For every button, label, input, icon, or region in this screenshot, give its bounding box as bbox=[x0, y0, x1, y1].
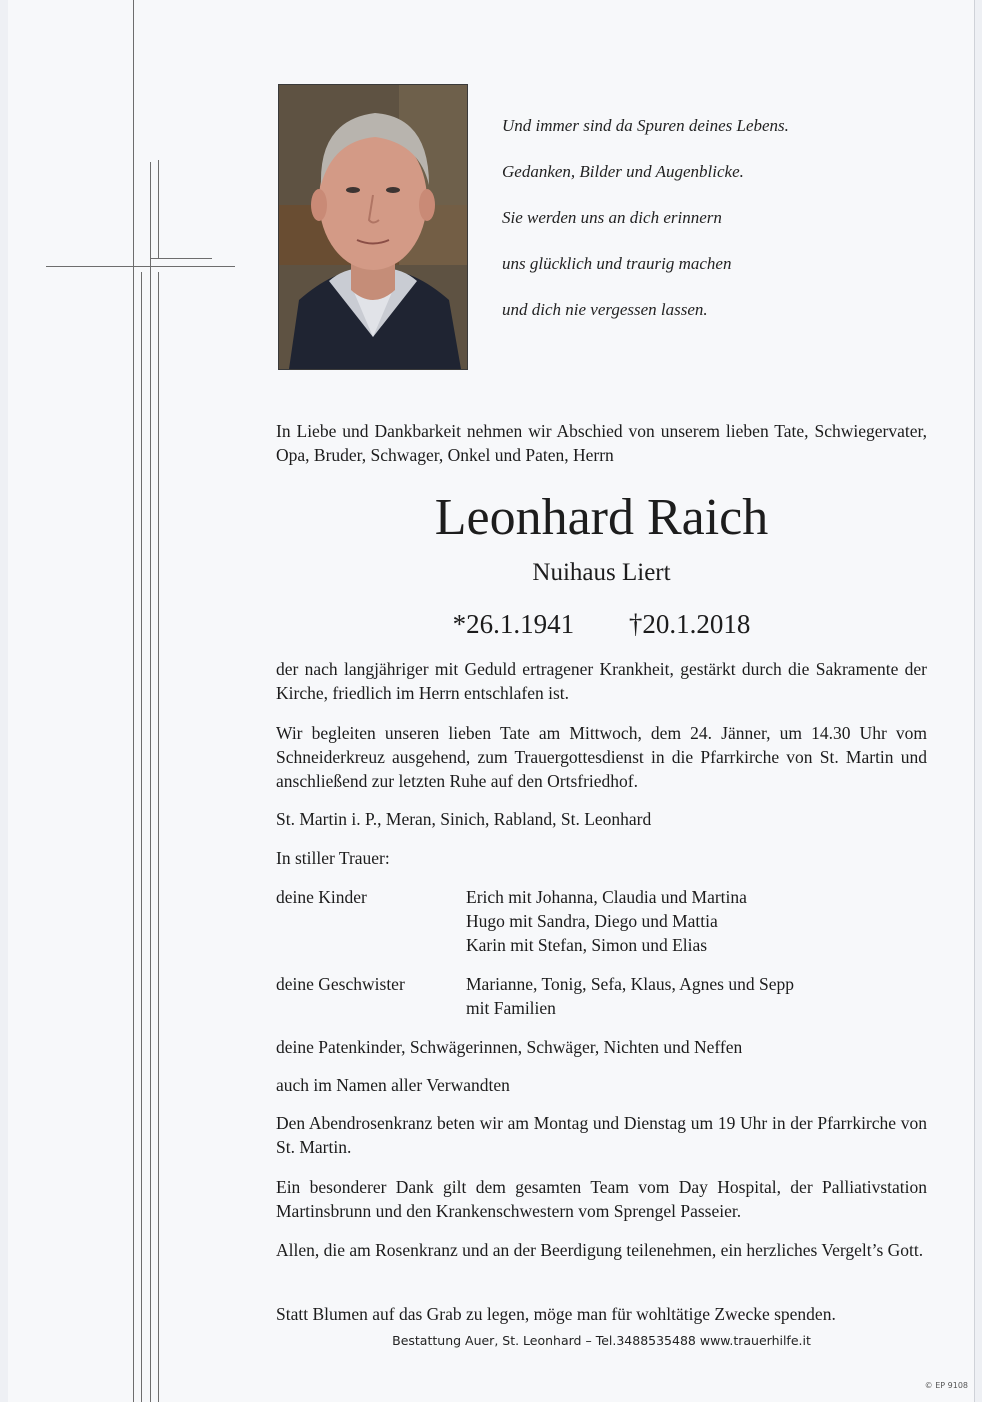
relatives-text: auch im Namen aller Verwandten bbox=[276, 1075, 510, 1095]
children-names bbox=[466, 885, 927, 957]
children-label: deine Kinder bbox=[276, 887, 367, 907]
life-dates bbox=[276, 606, 927, 642]
poem-line: uns glücklich und traurig machen bbox=[502, 254, 732, 273]
children-row bbox=[276, 885, 927, 957]
siblings-label: deine Geschwister bbox=[276, 974, 405, 994]
memorial-poem bbox=[502, 114, 882, 344]
godchildren-text: deine Patenkinder, Schwägerinnen, Schwäger, Nichten und Neffen bbox=[276, 1037, 743, 1057]
poem-line: Sie werden uns an dich erinnern bbox=[502, 208, 722, 227]
siblings-row bbox=[276, 972, 927, 1020]
children-line: Erich mit Johanna, Claudia und Martina bbox=[466, 887, 747, 907]
deceased-name: Leonhard Raich bbox=[434, 489, 769, 546]
passing-text: der nach langjähriger mit Geduld ertragener Krankheit, gestärkt durch die Sakramente der Kirche, friedlich im Herrn entschlafen ist. bbox=[276, 659, 927, 703]
siblings-line: Marianne, Tonig, Sefa, Klaus, Agnes und Sepp bbox=[466, 974, 794, 994]
deceased-nickname: Nuihaus Liert bbox=[532, 559, 671, 586]
poem-line: Gedanken, Bilder und Augenblicke. bbox=[502, 162, 744, 181]
siblings-names bbox=[466, 972, 927, 1020]
poem-line: und dich nie vergessen lassen. bbox=[502, 300, 708, 319]
children-line: Karin mit Stefan, Simon und Elias bbox=[466, 935, 708, 955]
print-code: © EP 9108 bbox=[924, 1381, 968, 1390]
funeral-text: Wir begleiten unseren lieben Tate am Mittwoch, dem 24. Jänner, um 14.30 Uhr vom Schneiderkreuz ausgehend, zum Trauergottesdienst in die Pfarrkirche von St. Martin und anschließend zur letzten Ruhe auf den Ortsfriedhof. bbox=[276, 723, 927, 791]
portrait-photo bbox=[278, 84, 468, 370]
intro-text: In Liebe und Dankbarkeit nehmen wir Abschied von unserem lieben Tate, Schwiegervater, Opa, Bruder, Schwager, Onkel und Paten, Herrn bbox=[276, 421, 927, 465]
mourning-text: In stiller Trauer: bbox=[276, 848, 390, 868]
children-line: Hugo mit Sandra, Diego und Mattia bbox=[466, 911, 718, 931]
death-date: †20.1.2018 bbox=[628, 609, 751, 639]
flowers-text: Statt Blumen auf das Grab zu legen, möge man für wohltätige Zwecke spenden. bbox=[276, 1304, 836, 1324]
obituary-page bbox=[8, 0, 975, 1402]
rosary-text: Den Abendrosenkranz beten wir am Montag und Dienstag um 19 Uhr in der Pfarrkirche von St. Martin. bbox=[276, 1113, 927, 1157]
places-text: St. Martin i. P., Meran, Sinich, Rabland, St. Leonhard bbox=[276, 809, 652, 829]
siblings-line: mit Familien bbox=[466, 998, 556, 1018]
birth-date: *26.1.1941 bbox=[452, 609, 575, 639]
vergelts-text: Allen, die am Rosenkranz und an der Beerdigung teilenehmen, ein herzliches Vergelt’s Gott. bbox=[276, 1240, 924, 1260]
thanks-text: Ein besonderer Dank gilt dem gesamten Team vom Day Hospital, der Palliativstation Martinsbrunn und den Krankenschwestern vom Sprengel Passeier. bbox=[276, 1177, 927, 1221]
funeral-home-footer: Bestattung Auer, St. Leonhard – Tel.3488535488 www.trauerhilfe.it bbox=[392, 1333, 811, 1348]
poem-line: Und immer sind da Spuren deines Lebens. bbox=[502, 116, 789, 135]
